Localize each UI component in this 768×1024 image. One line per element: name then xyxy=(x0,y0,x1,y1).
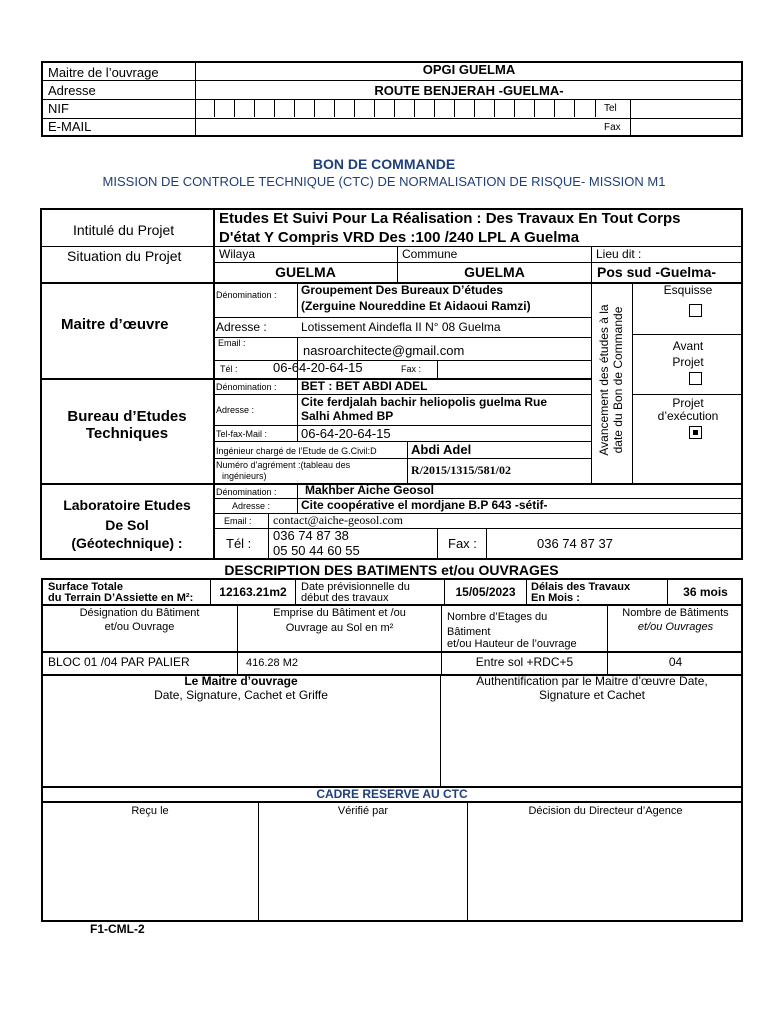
wilaya-value: GUELMA xyxy=(275,264,336,280)
adresse-value: ROUTE BENJERAH -GUELMA- xyxy=(374,83,564,98)
mo-tel-value: 06-64-20-64-15 xyxy=(273,360,363,375)
col-designation-2: et/ou Ouvrage xyxy=(104,621,175,633)
cadre-title: CADRE RESERVE AU CTC xyxy=(316,787,468,801)
labo-tel-label: Tél : xyxy=(226,536,252,551)
date-label-1: Date prévisionnelle du xyxy=(301,581,410,593)
description-title: DESCRIPTION DES BATIMENTS et/ou OUVRAGES xyxy=(224,562,559,578)
labo-label-3: (Géotechnique) : xyxy=(71,535,183,551)
labo-fax-value: 036 74 87 37 xyxy=(537,536,613,551)
mo-denom-line2: (Zerguine Noureddine Et Aidaoui Ramzi) xyxy=(301,299,531,313)
nif-boxes[interactable] xyxy=(196,100,596,118)
labo-tel-value-1: 036 74 87 38 xyxy=(273,528,349,543)
mo-tel-label: Tél : xyxy=(220,364,238,374)
esquisse-label: Esquisse xyxy=(663,283,713,297)
mo-email-value: nasroarchitecte@gmail.com xyxy=(303,343,465,358)
commune-value: GUELMA xyxy=(464,264,525,280)
col-emprise-1: Emprise du Bâtiment et /ou xyxy=(273,607,406,619)
maitre-oeuvre-label: Maitre d’œuvre xyxy=(61,316,169,333)
bet-telfax-label: Tel-fax-Mail : xyxy=(216,429,268,439)
intitule-line2: D'état Y Compris VRD Des :100 /240 LPL A Guelma xyxy=(219,229,580,246)
row-designation: BLOC 01 /04 PAR PALIER xyxy=(48,655,190,669)
cadre-col-decision: Décision du Directeur d’Agence xyxy=(528,805,683,817)
projet-exec-checkbox[interactable] xyxy=(689,426,702,439)
date-label-2: début des travaux xyxy=(301,592,389,604)
signature-left-2: Date, Signature, Cachet et Griffe xyxy=(154,688,328,702)
col-etages-2: Bâtiment xyxy=(447,626,491,638)
delais-label-1: Délais des Travaux xyxy=(531,581,631,593)
labo-denom-label: Dénomination : xyxy=(216,487,277,497)
labo-adresse-label: Adresse : xyxy=(232,501,271,511)
mo-denom-line1: Groupement Des Bureaux D’études xyxy=(301,283,504,297)
cadre-col-verifie: Vérifié par xyxy=(337,805,389,817)
bet-adresse-label: Adresse : xyxy=(216,405,255,415)
avant-projet-label-2: Projet xyxy=(672,355,704,369)
bet-ingenieur-label: Ingénieur chargé de l’Etude de G.Civil:D xyxy=(216,446,377,456)
col-designation-1: Désignation du Bâtiment xyxy=(79,607,200,619)
wilaya-label: Wilaya xyxy=(219,247,256,261)
bet-denom-label: Dénomination : xyxy=(216,382,277,392)
col-nombre-2: et/ou Ouvrages xyxy=(637,621,714,633)
mo-adresse-value: Lotissement Aindefla II N° 08 Guelma xyxy=(301,320,501,334)
adresse-label: Adresse xyxy=(48,83,96,98)
delais-label-2: En Mois : xyxy=(531,592,580,604)
labo-email-value: contact@aiche-geosol.com xyxy=(273,513,403,527)
labo-label-2: De Sol xyxy=(105,517,149,533)
form-code: F1-CML-2 xyxy=(90,922,145,936)
signature-left-1: Le Maitre d’ouvrage xyxy=(184,674,298,688)
bet-agrement-label-2: ingénieurs) xyxy=(222,471,267,481)
bet-label-1: Bureau d’Etudes xyxy=(67,408,187,425)
labo-adresse-value: Cite coopérative el mordjane B.P 643 -sétif- xyxy=(301,498,548,512)
tel-label: Tel xyxy=(604,103,617,114)
avant-projet-checkbox[interactable] xyxy=(689,372,702,385)
bet-ingenieur-value: Abdi Adel xyxy=(411,442,472,457)
row-emprise: 416.28 M2 xyxy=(246,657,298,669)
row-nombre: 04 xyxy=(668,655,683,669)
nif-label: NIF xyxy=(48,101,69,116)
labo-fax-label: Fax : xyxy=(448,536,477,551)
col-etages-1: Nombre d’Etages du xyxy=(447,611,548,623)
bet-agrement-label-1: Numéro d’agrément :(tableau des xyxy=(216,460,351,470)
date-value: 15/05/2023 xyxy=(455,585,516,599)
commune-label: Commune xyxy=(402,247,458,261)
signature-right-1: Authentification par le Maitre d’œuvre Date, xyxy=(476,674,708,688)
surface-value: 12163.21m2 xyxy=(219,585,287,599)
labo-denom-value: Makhber Aiche Geosol xyxy=(305,483,434,497)
cadre-col-recu: Reçu le xyxy=(131,805,169,817)
lieu-label: Lieu dit : xyxy=(596,247,642,261)
bet-adresse-line1: Cite ferdjalah bachir heliopolis guelma Rue xyxy=(301,395,548,409)
labo-tel-value-2: 05 50 44 60 55 xyxy=(273,543,360,558)
col-nombre-1: Nombre de Bâtiments xyxy=(622,607,729,619)
email-label: E-MAIL xyxy=(48,119,92,134)
intitule-label: Intitulé du Projet xyxy=(73,222,175,238)
labo-email-label: Email : xyxy=(224,516,252,526)
surface-label-1: Surface Totale xyxy=(48,581,123,593)
situation-label: Situation du Projet xyxy=(67,248,182,264)
lieu-value: Pos sud -Guelma- xyxy=(597,264,717,280)
maitre-ouvrage-value: OPGI GUELMA xyxy=(422,62,516,77)
document-title: BON DE COMMANDE xyxy=(312,156,456,172)
maitre-ouvrage-label: Maitre de l’ouvrage xyxy=(48,65,159,80)
avancement-vertical: Avancement des études à la date du Bon de Commande xyxy=(597,304,625,456)
document-subtitle: MISSION DE CONTROLE TECHNIQUE (CTC) DE NORMALISATION DE RISQUE- MISSION M1 xyxy=(102,174,666,189)
intitule-line1: Etudes Et Suivi Pour La Réalisation : Des Travaux En Tout Corps xyxy=(219,210,681,227)
bet-telfax-value: 06-64-20-64-15 xyxy=(301,426,391,441)
surface-label-2: du Terrain D’Assiette en M²: xyxy=(48,592,194,604)
fax-label: Fax xyxy=(604,122,621,133)
avant-projet-label-1: Avant xyxy=(672,339,704,353)
row-etages: Entre sol +RDC+5 xyxy=(475,655,574,669)
bet-adresse-line2: Salhi Ahmed BP xyxy=(301,409,394,423)
mo-adresse-label: Adresse : xyxy=(216,320,267,334)
bet-label-2: Techniques xyxy=(85,425,169,442)
bet-denom-value: BET : BET ABDI ADEL xyxy=(301,379,428,393)
col-etages-3: et/ou Hauteur de l’ouvrage xyxy=(447,638,577,650)
mo-denom-label: Dénomination : xyxy=(216,290,277,300)
projet-exec-label-2: d’exécution xyxy=(657,409,719,423)
projet-exec-label-1: Projet xyxy=(672,396,704,410)
signature-right-2: Signature et Cachet xyxy=(538,688,646,702)
col-emprise-2: Ouvrage au Sol en m² xyxy=(285,622,394,634)
mo-fax-label: Fax : xyxy=(401,364,422,374)
bet-agrement-value: R/2015/1315/581/02 xyxy=(411,463,512,477)
esquisse-checkbox[interactable] xyxy=(689,304,702,317)
mo-email-label: Email : xyxy=(218,338,246,348)
delais-value: 36 mois xyxy=(683,585,728,599)
labo-label-1: Laboratoire Etudes xyxy=(63,497,191,513)
